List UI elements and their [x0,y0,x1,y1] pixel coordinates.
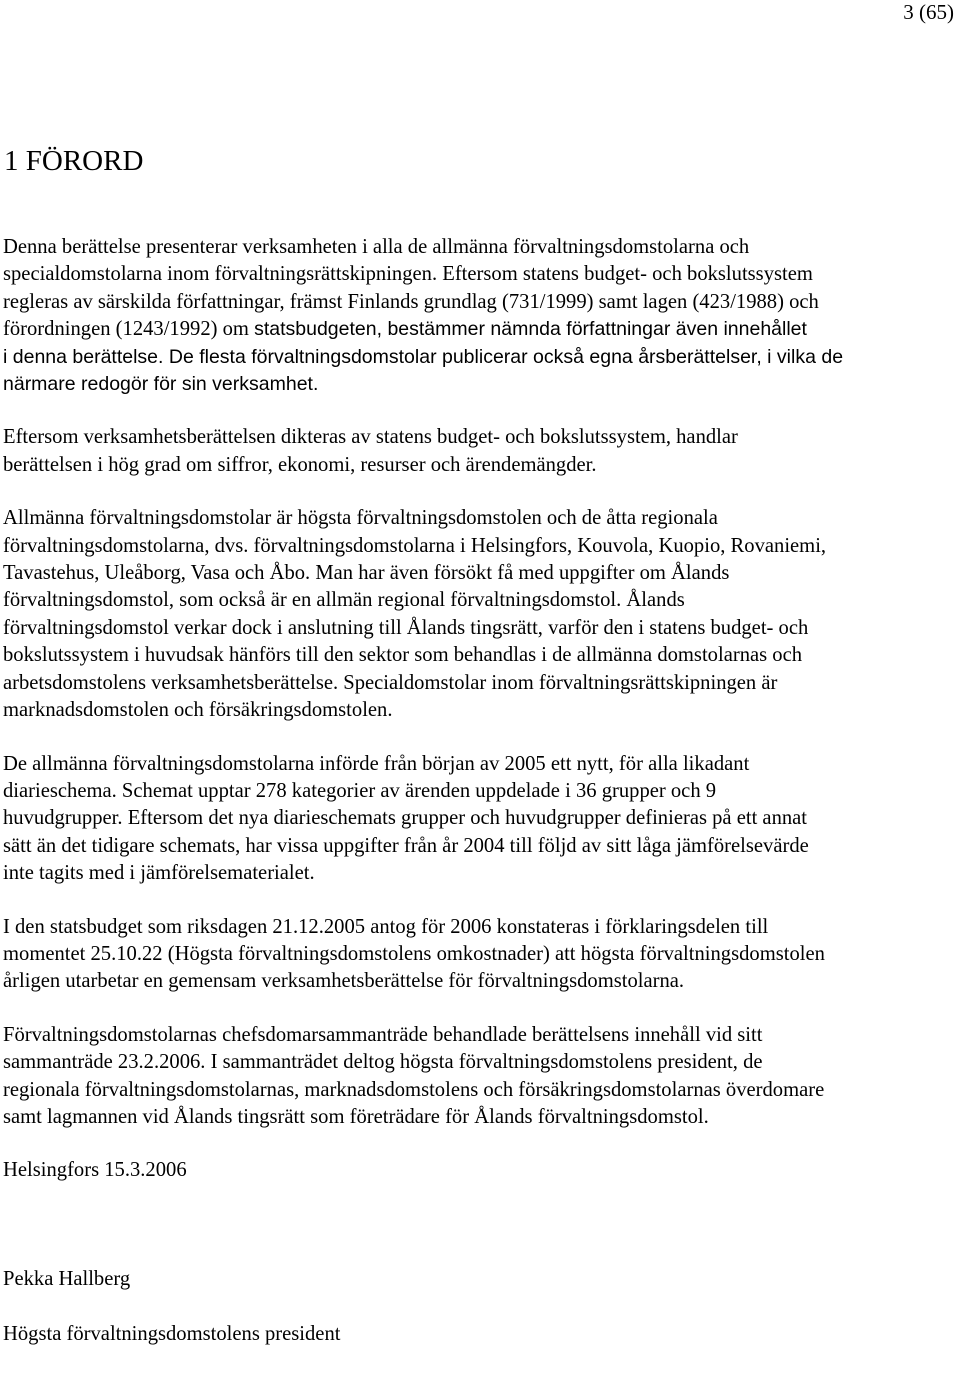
paragraph-state-budget: I den statsbudget som riksdagen 21.12.2005 antog för 2006 konstateras i förklaringsdelen till momentet 25.10.22 (Högsta förvaltningsdomstolens omkostnader) att högsta förvaltningsdomstolen årligen utarbetar en gemensam verksamhetsberättelse för förvaltningsdomstolarna. [3,915,825,993]
document-body [3,234,960,1376]
section-heading: 1 FÖRORD [4,145,144,177]
intro-paragraph-lead: Denna berättelse presenterar verksamheten i alla de allmänna förvaltningsdomstolarna och specialdomstolarna inom förvaltningsrättskipningen. Eftersom statens budget- och bokslutssystem regleras av särskilda författningar, främst Finlands grundlag (731/1999) samt lagen (423/1988) och förordningen (1243/1992) om [3,236,819,341]
intro-paragraph [3,234,960,398]
signer-title: Högsta förvaltningsdomstolens president [3,1323,341,1345]
signer-name: Pekka Hallberg [3,1268,131,1291]
paragraph-chief-judges-meeting: Förvaltningsdomstolarnas chefsdomarsammanträde behandlade berättelsens innehåll vid sitt sammanträde 23.2.2006. I sammanträdet deltog högsta förvaltningsdomstolens president, de regionala förvaltningsdomstolarnas, marknadsdomstolens och försäkringsdomstolarnas överdomare samt lagmannen vid Ålands tingsrätt som företrädare för Ålands förvaltningsdomstol. [3,1023,825,1128]
signature-block [3,1239,960,1376]
place-and-date: Helsingfors 15.3.2006 [3,1159,187,1182]
paragraph-diary-schema: De allmänna förvaltningsdomstolarna införde från början av 2005 ett nytt, för alla likadant diarieschema. Schemat upptar 278 kategorier av ärenden uppdelade i 36 grupper och 9 huvudgrupper. Eftersom det nya diarieschemats grupper och huvudgrupper definieras på ett annat sätt än det tidigare schemats, har vissa uppgifter från år 2004 till följd av sitt låga jämförelsevärde inte tagits med i jämförelsematerialet. [3,752,809,885]
page-number: 3 (65) [903,0,954,24]
paragraph-budget-system: Eftersom verksamhetsberättelsen dikteras av statens budget- och bokslutssystem, handlar berättelsen i hög grad om siffror, ekonomi, resurser och ärendemängder. [3,426,738,476]
intro-paragraph-sans-part: statsbudgeten, bestämmer nämnda författningar även innehållet i denna berättelse. De flesta förvaltningsdomstolar publicerar också egna årsberättelser, i vilka de närmare redogör för sin verksamhet. [3,318,844,396]
paragraph-courts-overview: Allmänna förvaltningsdomstolar är högsta förvaltningsdomstolen och de åtta regionala förvaltningsdomstolarna, dvs. förvaltningsdomstolarna i Helsingfors, Kouvola, Kuopio, Rovaniemi, Tavastehus, Uleåborg, Vasa och Åbo. Man har även försökt få med uppgifter om Ålands förvaltningsdomstol, som också är en allmän regional förvaltningsdomstol. Ålands förvaltningsdomstol verkar dock i anslutning till Ålands tingsrätt, varför den i statens budget- och bokslutssystem i huvudsak hänförs till den sektor som behandlas i de allmänna domstolarnas och arbetsdomstolens verksamhetsberättelse. Specialdomstolar inom förvaltningsrättskipningen är marknadsdomstolen och försäkringsdomstolen. [3,507,827,722]
